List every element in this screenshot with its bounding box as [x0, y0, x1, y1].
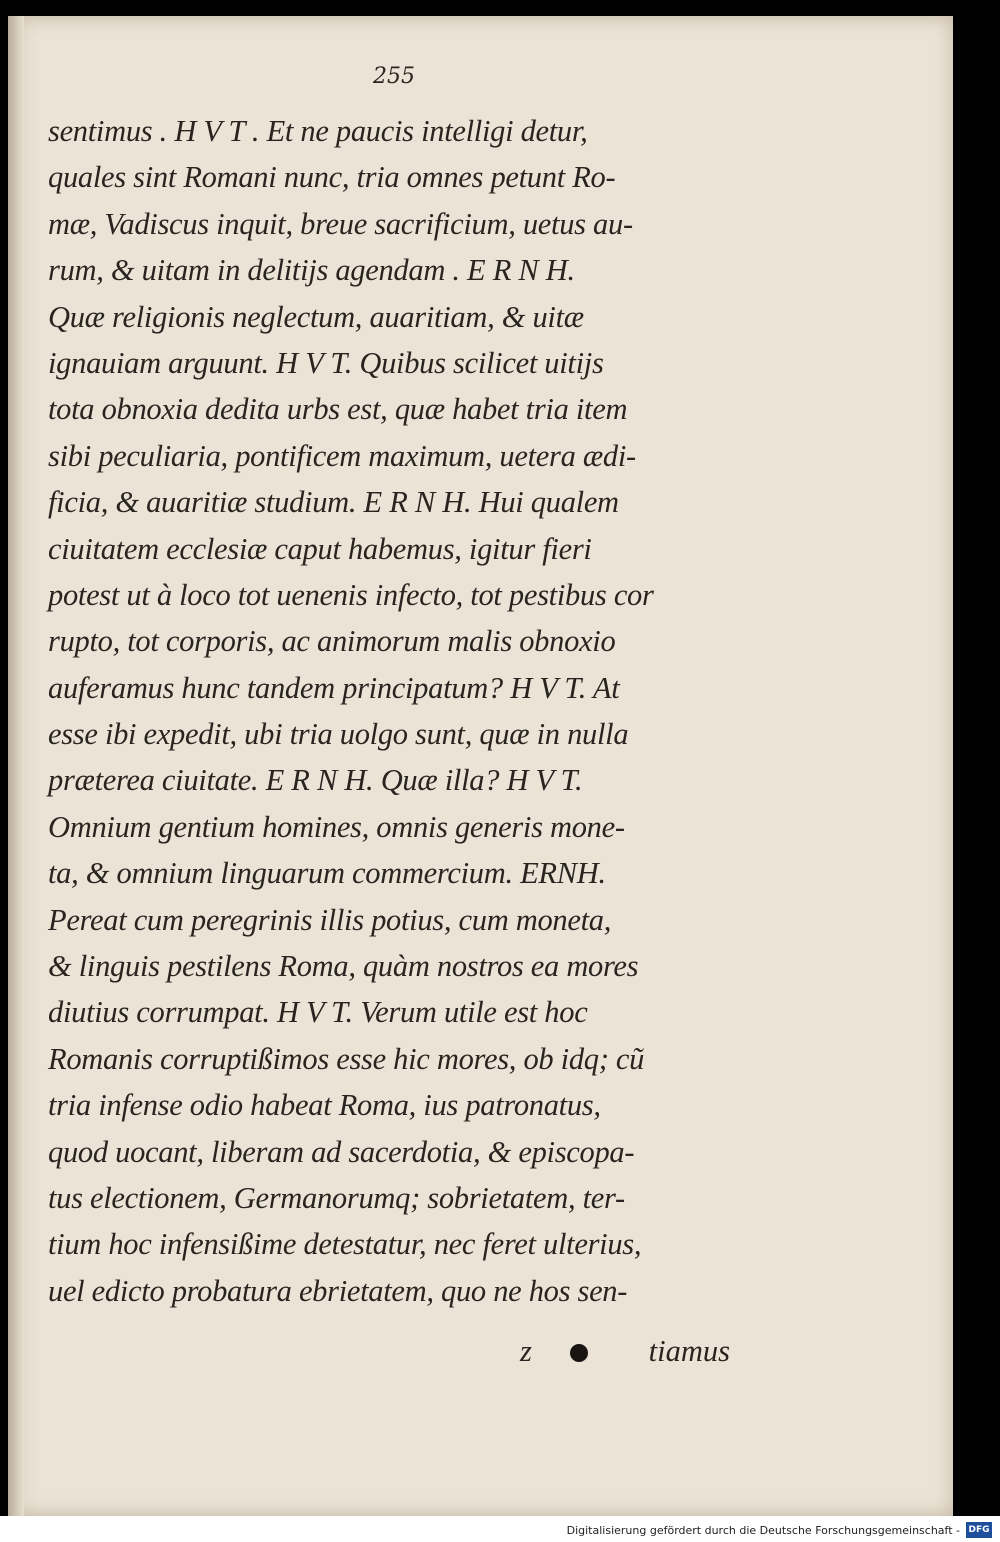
- attribution-bar: [0, 1516, 1000, 1542]
- text-line: quales sint Romani nunc, tria omnes petunt Ro-: [48, 160, 616, 195]
- page-gutter: [8, 16, 24, 1516]
- text-line: & linguis pestilens Roma, quàm nostros ea mores: [48, 949, 639, 984]
- text-line: ficia, & auaritiæ studium. E R N H. Hui qualem: [48, 485, 619, 520]
- text-line: tota obnoxia dedita urbs est, quæ habet tria item: [48, 392, 628, 427]
- page-footer: [48, 1328, 738, 1374]
- dfg-logo: DFG: [966, 1522, 992, 1538]
- text-line: ta, & omnium linguarum commercium. ERNH.: [48, 856, 606, 891]
- text-line: auferamus hunc tandem principatum? H V T. At: [48, 670, 620, 705]
- text-line: tus electionem, Germanorumq; sobrietatem, ter-: [48, 1180, 625, 1215]
- text-line: præterea ciuitate. E R N H. Quæ illa? H V T.: [48, 763, 583, 798]
- text-line: ignauiam arguunt. H V T. Quibus scilicet uitijs: [48, 345, 604, 380]
- page-number: 255: [373, 64, 415, 89]
- text-line: rupto, tot corporis, ac animorum malis obnoxio: [48, 624, 616, 659]
- text-line: Pereat cum peregrinis illis potius, cum moneta,: [48, 902, 612, 937]
- attribution-text: Digitalisierung gefördert durch die Deutsche Forschungsgemeinschaft -: [566, 1524, 960, 1537]
- ink-dot-icon: [570, 1344, 588, 1362]
- text-line: ciuitatem ecclesiæ caput habemus, igitur fieri: [48, 531, 592, 566]
- signature-mark: z: [520, 1334, 532, 1368]
- text-line: diutius corrumpat. H V T. Verum utile est hoc: [48, 995, 588, 1030]
- text-line: sentimus . H V T . Et ne paucis intelligi detur,: [48, 114, 588, 148]
- text-line: tium hoc infensißime detestatur, nec feret ulterius,: [48, 1227, 642, 1262]
- text-line: esse ibi expedit, ubi tria uolgo sunt, quæ in nulla: [48, 717, 629, 752]
- text-line: mæ, Vadiscus inquit, breue sacrificium, uetus au-: [48, 206, 633, 241]
- text-line: Omnium gentium homines, omnis generis mone-: [48, 809, 625, 844]
- text-line: uel edicto probatura ebrietatem, quo ne hos sen-: [48, 1273, 628, 1308]
- text-line: potest ut à loco tot uenenis infecto, tot pestibus cor: [48, 577, 654, 612]
- text-line: Romanis corruptißimos esse hic mores, ob idq; cũ: [48, 1041, 645, 1076]
- body-text: [48, 108, 738, 1314]
- text-line: sibi peculiaria, pontificem maximum, uetera ædi-: [48, 438, 636, 473]
- text-line: quod uocant, liberam ad sacerdotia, & episcopa-: [48, 1134, 635, 1169]
- book-page: [8, 16, 953, 1516]
- text-line: rum, & uitam in delitijs agendam . E R N H.: [48, 253, 575, 288]
- text-line: tria infense odio habeat Roma, ius patronatus,: [48, 1088, 601, 1123]
- catchword: tiamus: [648, 1334, 730, 1368]
- text-line: Quæ religionis neglectum, auaritiam, & uitæ: [48, 299, 584, 334]
